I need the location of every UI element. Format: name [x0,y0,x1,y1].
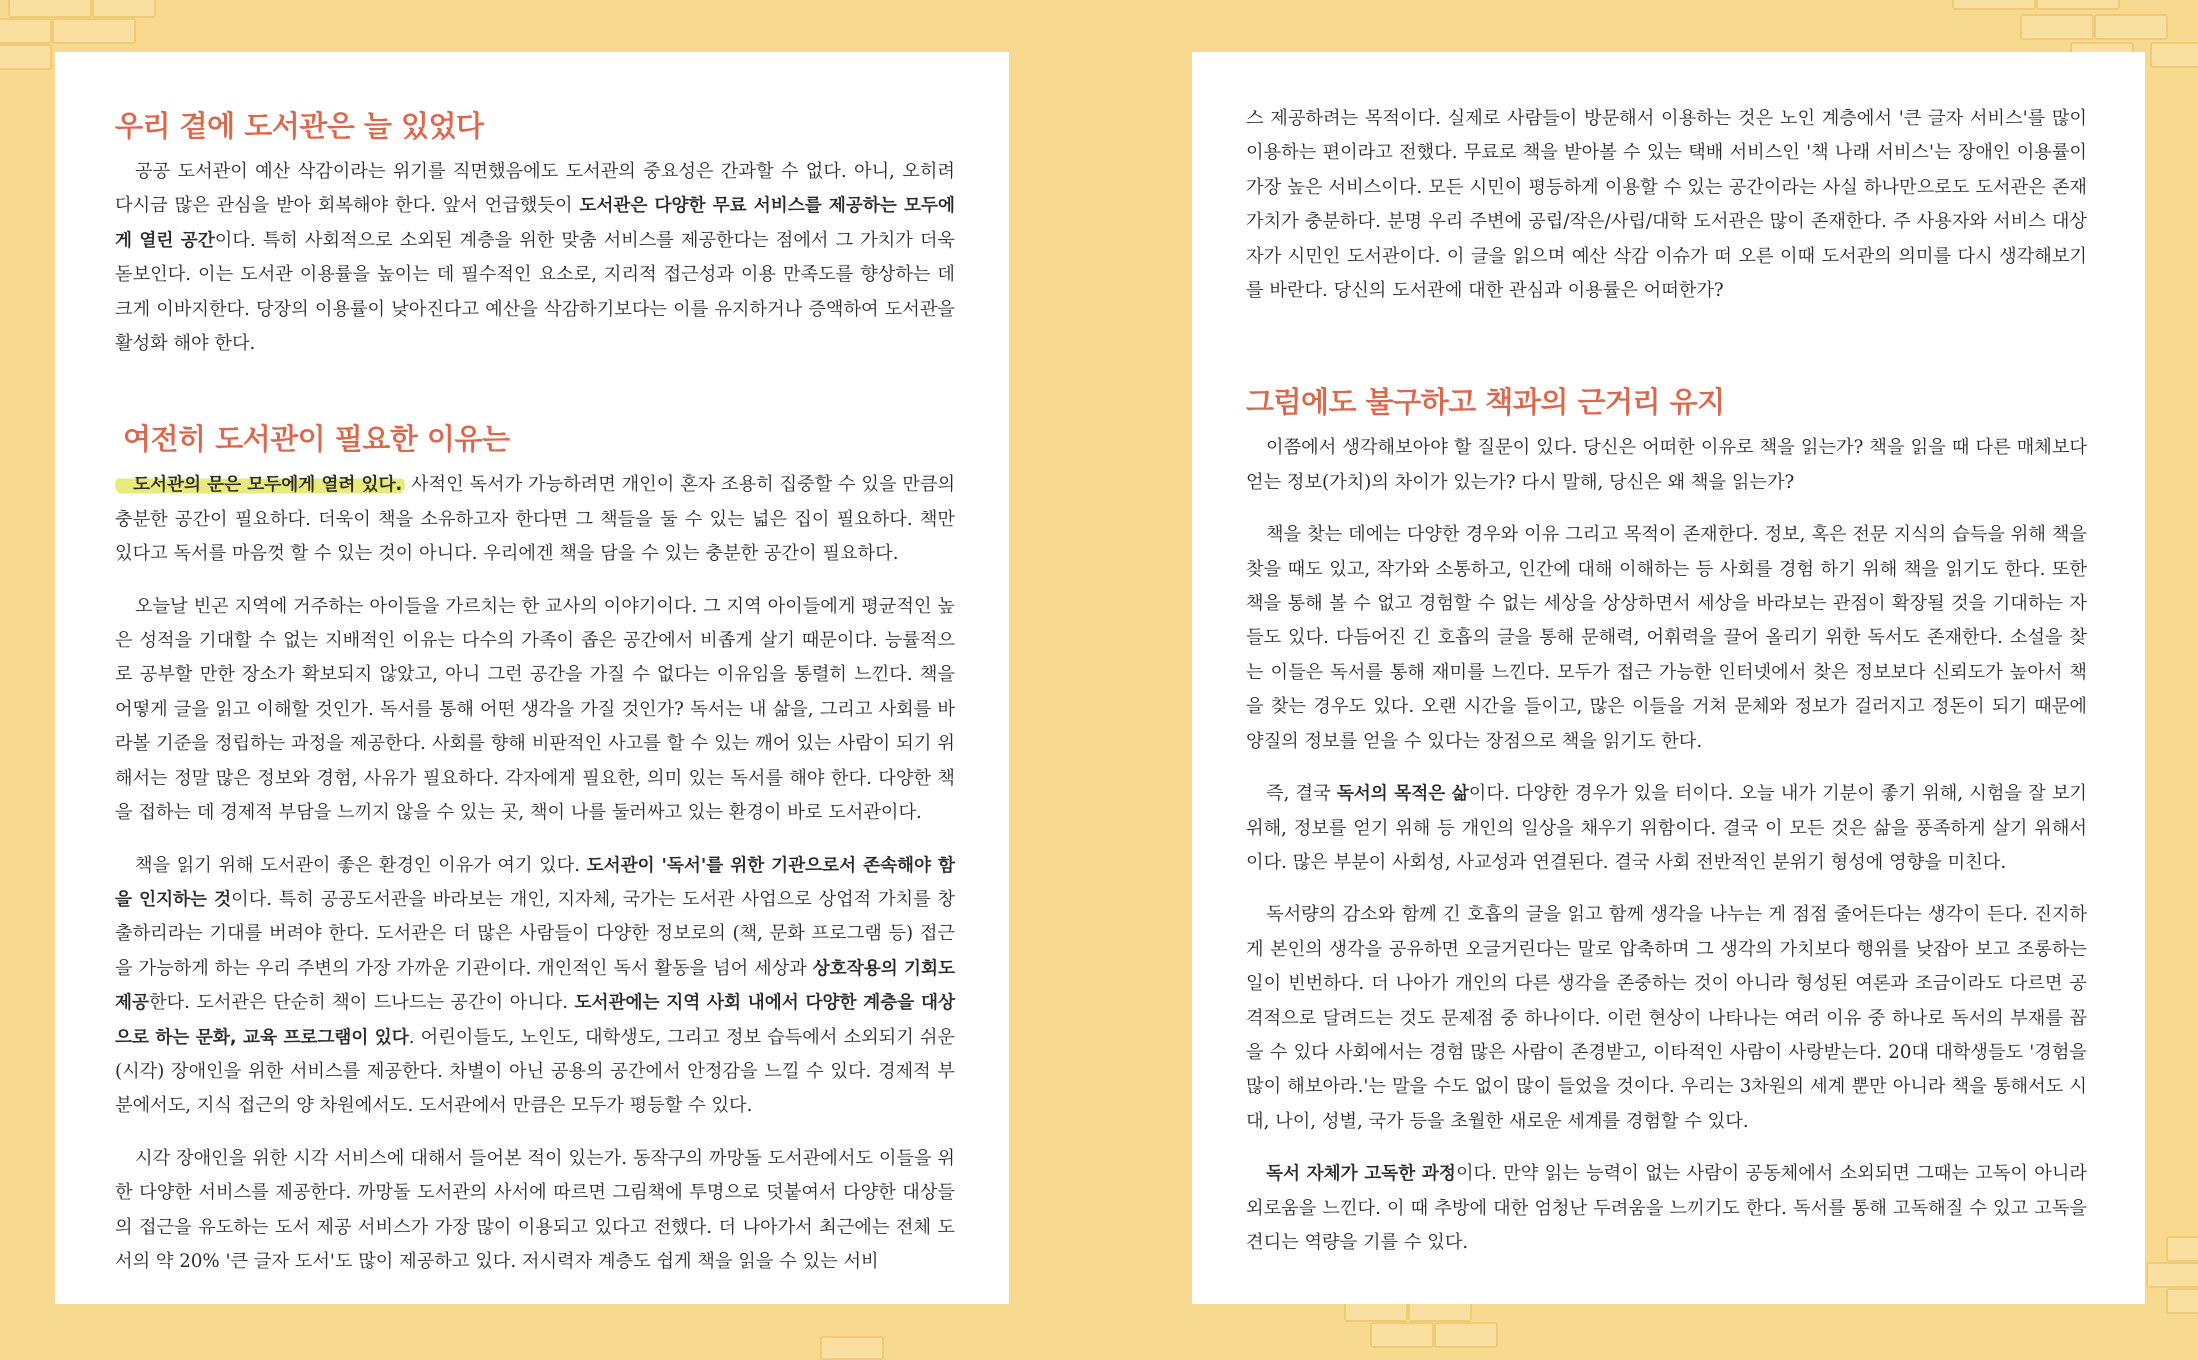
background-brick [2166,1236,2198,1262]
background-brick [1370,1322,1434,1348]
background-brick [92,0,156,18]
paragraph: 공공 도서관이 예산 삭감이라는 위기를 직면했음에도 도서관의 중요성은 간과할 수 없다. 아니, 오히려 다시금 많은 관심을 받아 회복해야 한다. 앞서 언급했듯이 도서관은 다양한 무료 서비스를 제공하는 모두에게 열린 공간이다. 특히 사회적으로 소외된 계층을 위한 맞춤 서비스를 제공한다는 점에서 그 가치가 더욱 돋보인다. 이는 도서관 이용률을 높이는 데 필수적인 요소로, 지리적 접근성과 이용 만족도를 향상하는 데 크게 이바지한다. 당장의 이용률이 낮아진다고 예산을 삭감하기보다는 이를 유지하거나 증액하여 도서관을 활성화 해야 한다. [115,161,956,355]
background-brick [2020,14,2094,40]
left-page [55,52,1009,1304]
background-brick [2166,1288,2198,1314]
paragraph: 독서량의 감소와 함께 긴 호흡의 글을 읽고 함께 생각을 나누는 게 점점 줄어든다는 생각이 든다. 진지하게 본인의 생각을 공유하면 오글거린다는 말로 압축하며 그 생각의 가치보다 행위를 낮잡아 보고 조롱하는 일이 빈번하다. 더 나아가 개인의 다른 생각을 존중하는 것이 아니라 형성된 여론과 조금이라도 다르면 공격적으로 달려드는 것도 문제점 중 하나이다. 이런 현상이 나타나는 여러 이유 중 하나로 독서의 부재를 꼽을 수 있다 사회에서는 경험 많은 사람이 존경받고, 이타적인 사람이 사랑받는다. 20대 대학생들도 '경험을 많이 해보아라.'는 말을 수도 없이 많이 들었을 것이다. 우리는 3차원의 세계 뿐만 아니라 책을 통해서도 시대, 나이, 성별, 국가 등을 초월한 새로운 세계를 경험할 수 있다. [1246,904,2087,1132]
background-brick [0,18,52,44]
section-heading-keep-books-close: 그럼에도 불구하고 책과의 근거리 유지 [1246,385,1725,420]
background-brick [52,18,136,44]
paragraph: 책을 읽기 위해 도서관이 좋은 환경인 이유가 여기 있다. 도서관이 '독서'를 위한 기관으로서 존속해야 함을 인지하는 것이다. 특히 공공도서관을 바라보는 개인, 지자체, 국가는 도서관 사업으로 상업적 가치를 창출하리라는 기대를 버려야 한다. 도서관은 더 많은 사람들이 다양한 정보로의 (책, 문화 프로그램 등) 접근을 가능하게 하는 우리 주변의 가장 가까운 기관이다. 개인적인 독서 활동을 넘어 세상과 상호작용의 기회도 제공한다. 도서관은 단순히 책이 드나드는 공간이 아니다. 도서관에는 지역 사회 내에서 다양한 계층을 대상으로 하는 문화, 교육 프로그램이 있다. 어린이들도, 노인도, 대학생도, 그리고 정보 습득에서 소외되기 쉬운 (시각) 장애인을 위한 서비스를 제공한다. 차별이 아닌 공용의 공간에서 안정감을 느낄 수 있다. 경제적 부분에서도, 지식 접근의 양 차원에서도. 도서관에서 만큼은 모두가 평등할 수 있다. [115,854,956,1117]
right-page [1192,52,2145,1304]
paragraph: 스 제공하려는 목적이다. 실제로 사람들이 방문해서 이용하는 것은 노인 계층에서 '큰 글자 서비스'를 많이 이용하는 편이라고 전했다. 무료로 책을 받아볼 수 있는 택배 서비스인 '책 나래 서비스'는 장애인 이용률이 가장 높은 서비스이다. 모든 시민이 평등하게 이용할 수 있는 공간이라는 사실 하나만으로도 도서관은 존재 가치가 충분하다. 분명 우리 주변에 공립/작은/사립/대학 도서관은 많이 존재한다. 주 사용자와 서비스 대상자가 시민인 도서관이다. 이 글을 읽으며 예산 삭감 이슈가 떠 오른 이때 도서관의 의미를 다시 생각해보기를 바란다. 당신의 도서관에 대한 관심과 이용률은 어떠한가? [1246,108,2087,302]
background-brick [2146,1262,2198,1288]
paragraph: 독서 자체가 고독한 과정이다. 만약 읽는 능력이 없는 사람이 공동체에서 소외되면 그때는 고독이 아니라 외로움을 느낀다. 이 때 추방에 대한 엄청난 두려움을 느끼기도 한다. 독서를 통해 고독해질 수 있고 고독을 견디는 역량을 기를 수 있다. [1246,1163,2087,1253]
background-brick [8,0,92,18]
section-heading-library-always: 우리 곁에 도서관은 늘 있었다 [115,109,484,143]
paragraph: 오늘날 빈곤 지역에 거주하는 아이들을 가르치는 한 교사의 이야기이다. 그 지역 아이들에게 평균적인 높은 성적을 기대할 수 없는 지배적인 이유는 다수의 가족이 좁은 공간에서 비좁게 살기 때문이다. 능률적으로 공부할 만한 장소가 확보되지 않았고, 아니 그런 공간을 가질 수 없다는 이유임을 통렬히 느낀다. 책을 어떻게 글을 읽고 이해할 것인가. 독서를 통해 어떤 생각을 가질 것인가? 독서는 내 삶을, 그리고 사회를 바라볼 기준을 정립하는 과정을 제공한다. 사회를 향해 비판적인 사고를 할 수 있는 깨어 있는 사람이 되기 위해서는 정말 많은 정보와 경험, 사유가 필요하다. 각자에게 필요한, 의미 있는 독서를 해야 한다. 다양한 책을 접하는 데 경제적 부담을 느끼지 않을 수 있는 곳, 책이 나를 둘러싸고 있는 환경이 바로 도서관이다. [115,595,955,824]
background-brick [2036,0,2120,10]
highlighted-phrase: 도서관의 문은 모두에게 열려 있다. [115,475,405,495]
paragraph: 시각 장애인을 위한 시각 서비스에 대해서 들어본 적이 있는가. 동작구의 까망돌 도서관에서도 이들을 위한 다양한 서비스를 제공한다. 까망돌 도서관의 사서에 따르면 그림책에 투명으로 덧붙여서 다양한 대상들의 접근을 유도하는 도서 제공 서비스가 가장 많이 이용되고 있다고 전했다. 더 나아가서 최근에는 전체 도서의 약 20% '큰 글자 도서'도 많이 제공하고 있다. 저시력자 계층도 쉽게 책을 읽을 수 있는 서비 [115,1147,955,1272]
paragraph: 즉, 결국 독서의 목적은 삶이다. 다양한 경우가 있을 터이다. 오늘 내가 기분이 좋기 위해, 시험을 잘 보기 위해, 정보를 얻기 위해 등 개인의 일상을 채우기 위함이다. 결국 이 모든 것은 삶을 풍족하게 살기 위해서이다. 많은 부분이 사회성, 사교성과 연결된다. 결국 사회 전반적인 분위기 형성에 영향을 미친다. [1246,783,2087,873]
background-brick [1952,0,2036,10]
paragraph: 도서관의 문은 모두에게 열려 있다. 사적인 독서가 가능하려면 개인이 혼자 조용히 집중할 수 있을 만큼의 충분한 공간이 필요하다. 더욱이 책을 소유하고자 한다면 그 책들을 둘 수 있는 넓은 집이 필요하다. 책만 있다고 독서를 마음껏 할 수 있는 것이 아니다. 우리에겐 책을 담을 수 있는 충분한 공간이 필요하다. [115,474,956,565]
paragraph: 이쯤에서 생각해보아야 할 질문이 있다. 당신은 어떠한 이유로 책을 읽는가? 책을 읽을 때 다른 매체보다 얻는 정보(가치)의 차이가 있는가? 다시 말해, 당신은 왜 책을 읽는가? [1246,437,2087,493]
paragraph: 책을 찾는 데에는 다양한 경우와 이유 그리고 목적이 존재한다. 정보, 혹은 전문 지식의 습득을 위해 책을 찾을 때도 있고, 작가와 소통하고, 인간에 대해 이해하는 등 사회를 경험 하기 위해 책을 읽기도 한다. 또한 책을 통해 볼 수 없고 경험할 수 없는 세상을 상상하면서 세상을 바라보는 관점이 확장될 것을 기대하는 자들도 있다. 다듬어진 긴 호흡의 글을 통해 문해력, 어휘력을 끌어 올리기 위한 독서도 존재한다. 소설을 찾는 이들은 독서를 통해 재미를 느낀다. 모두가 접근 가능한 인터넷에서 찾은 정보보다 신뢰도가 높아서 책을 찾는 경우도 있다. 오랜 시간을 들이고, 많은 이들을 거쳐 문체와 정보가 걸러지고 정돈이 되기 때문에 양질의 정보를 얻을 수 있다는 장점으로 책을 읽기도 한다. [1246,524,2087,752]
section-heading-why-library: 여전히 도서관이 필요한 이유는 [123,422,510,457]
background-brick [820,1336,884,1360]
background-brick [2094,14,2168,40]
background-brick [2150,42,2198,68]
background-brick [1434,1322,1498,1348]
background-brick [0,44,52,70]
